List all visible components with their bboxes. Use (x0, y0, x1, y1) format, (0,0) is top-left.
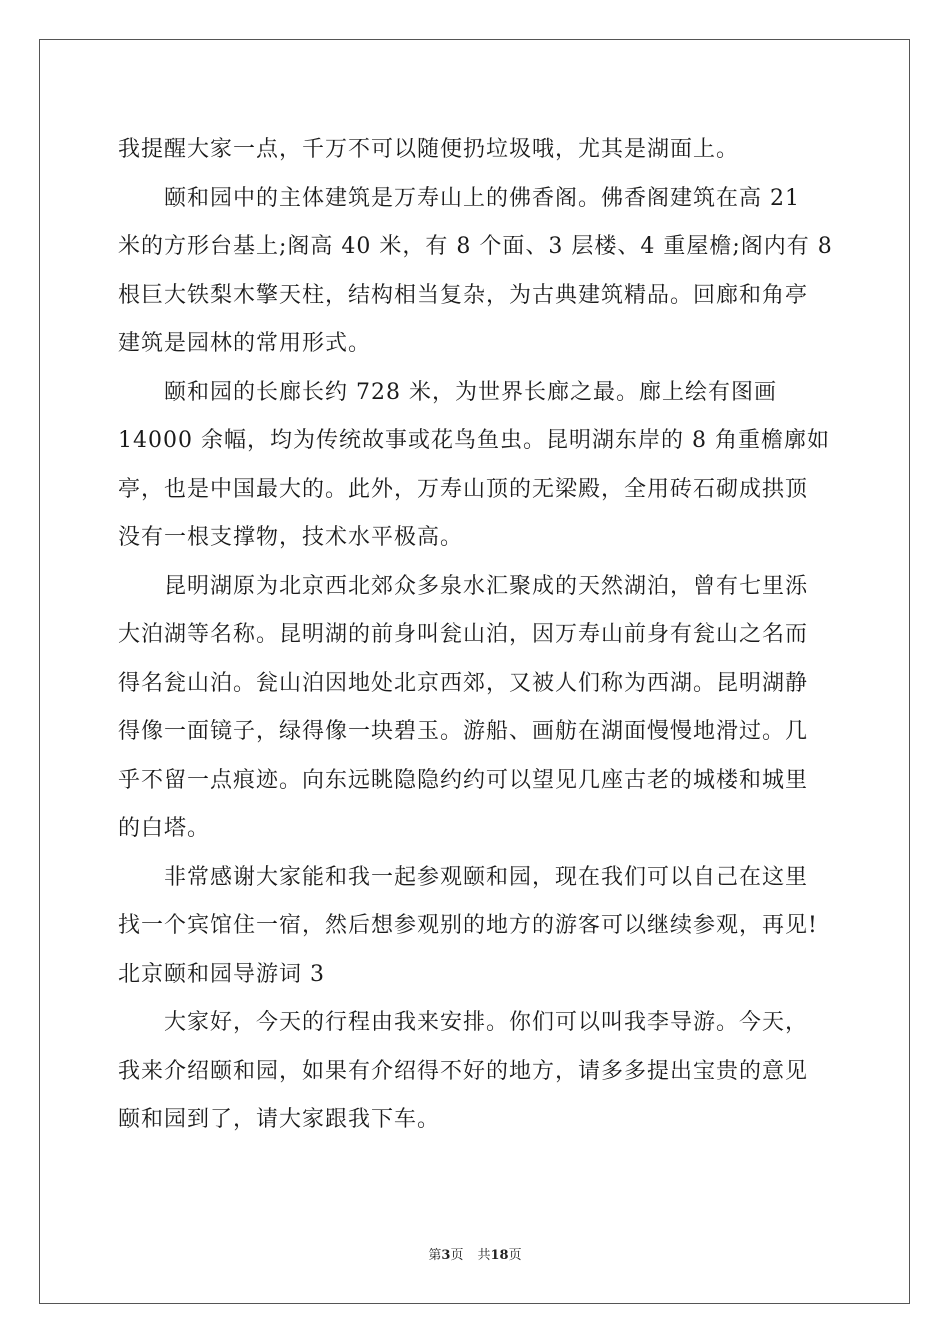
text-line: 颐和园到了，请大家跟我下车。 (118, 1107, 441, 1132)
text-line: 的白塔。 (118, 816, 211, 841)
document-body (118, 126, 838, 1145)
text-line: 亭，也是中国最大的。此外，万寿山顶的无梁殿，全用砖石砌成拱顶 (118, 476, 809, 502)
text-line: 14000 余幅，均为传统故事或花鸟鱼虫。昆明湖东岸的 8 角重檐廓如 (118, 428, 830, 453)
text-line: 大家好，今天的行程由我来安排。你们可以叫我李导游。今天， (164, 1010, 809, 1035)
text-line: 我提醒大家一点，千万不可以随便扔垃圾哦，尤其是湖面上。 (118, 137, 740, 162)
text-line: 非常感谢大家能和我一起参观颐和园，现在我们可以自己在这里 (164, 864, 809, 890)
text-line: 米的方形台基上;阁高 40 米，有 8 个面、3 层楼、4 重屋檐;阁内有 8 (118, 234, 833, 259)
text-line: 得名瓮山泊。瓮山泊因地处北京西郊，又被人们称为西湖。昆明湖静 (118, 670, 809, 696)
page-number: 3 (441, 1248, 451, 1263)
text-line: 找一个宾馆住一宿，然后想参观别的地方的游客可以继续参观，再见! (118, 913, 818, 938)
text-line: 乎不留一点痕迹。向东远眺隐隐约约可以望见几座古老的城楼和城里 (118, 767, 809, 793)
page-suffix: 页 (450, 1248, 464, 1263)
text-line: 大泊湖等名称。昆明湖的前身叫瓮山泊，因万寿山前身有瓮山之名而 (118, 622, 809, 647)
text-line: 根巨大铁梨木擎天柱，结构相当复杂，为古典建筑精品。回廊和角亭 (118, 282, 809, 308)
text-line: 建筑是园林的常用形式。 (118, 331, 372, 356)
text-line: 没有一根支撑物，技术水平极高。 (118, 525, 464, 550)
page-prefix: 第 (428, 1248, 442, 1263)
section-heading: 北京颐和园导游词 3 (118, 961, 325, 987)
total-pages: 18 (490, 1248, 509, 1263)
text-line: 得像一面镜子，绿得像一块碧玉。游船、画舫在湖面慢慢地滑过。几 (118, 719, 809, 744)
text-line: 昆明湖原为北京西北郊众多泉水汇聚成的天然湖泊，曾有七里泺 (164, 573, 809, 599)
page-footer (0, 1244, 950, 1263)
text-line: 颐和园中的主体建筑是万寿山上的佛香阁。佛香阁建筑在高 21 (164, 185, 800, 211)
text-line: 我来介绍颐和园，如果有介绍得不好的地方，请多多提出宝贵的意见 (118, 1058, 809, 1084)
total-prefix: 共 (477, 1248, 491, 1263)
total-suffix: 页 (508, 1248, 522, 1263)
text-line: 颐和园的长廊长约 728 米，为世界长廊之最。廊上绘有图画 (164, 379, 777, 405)
